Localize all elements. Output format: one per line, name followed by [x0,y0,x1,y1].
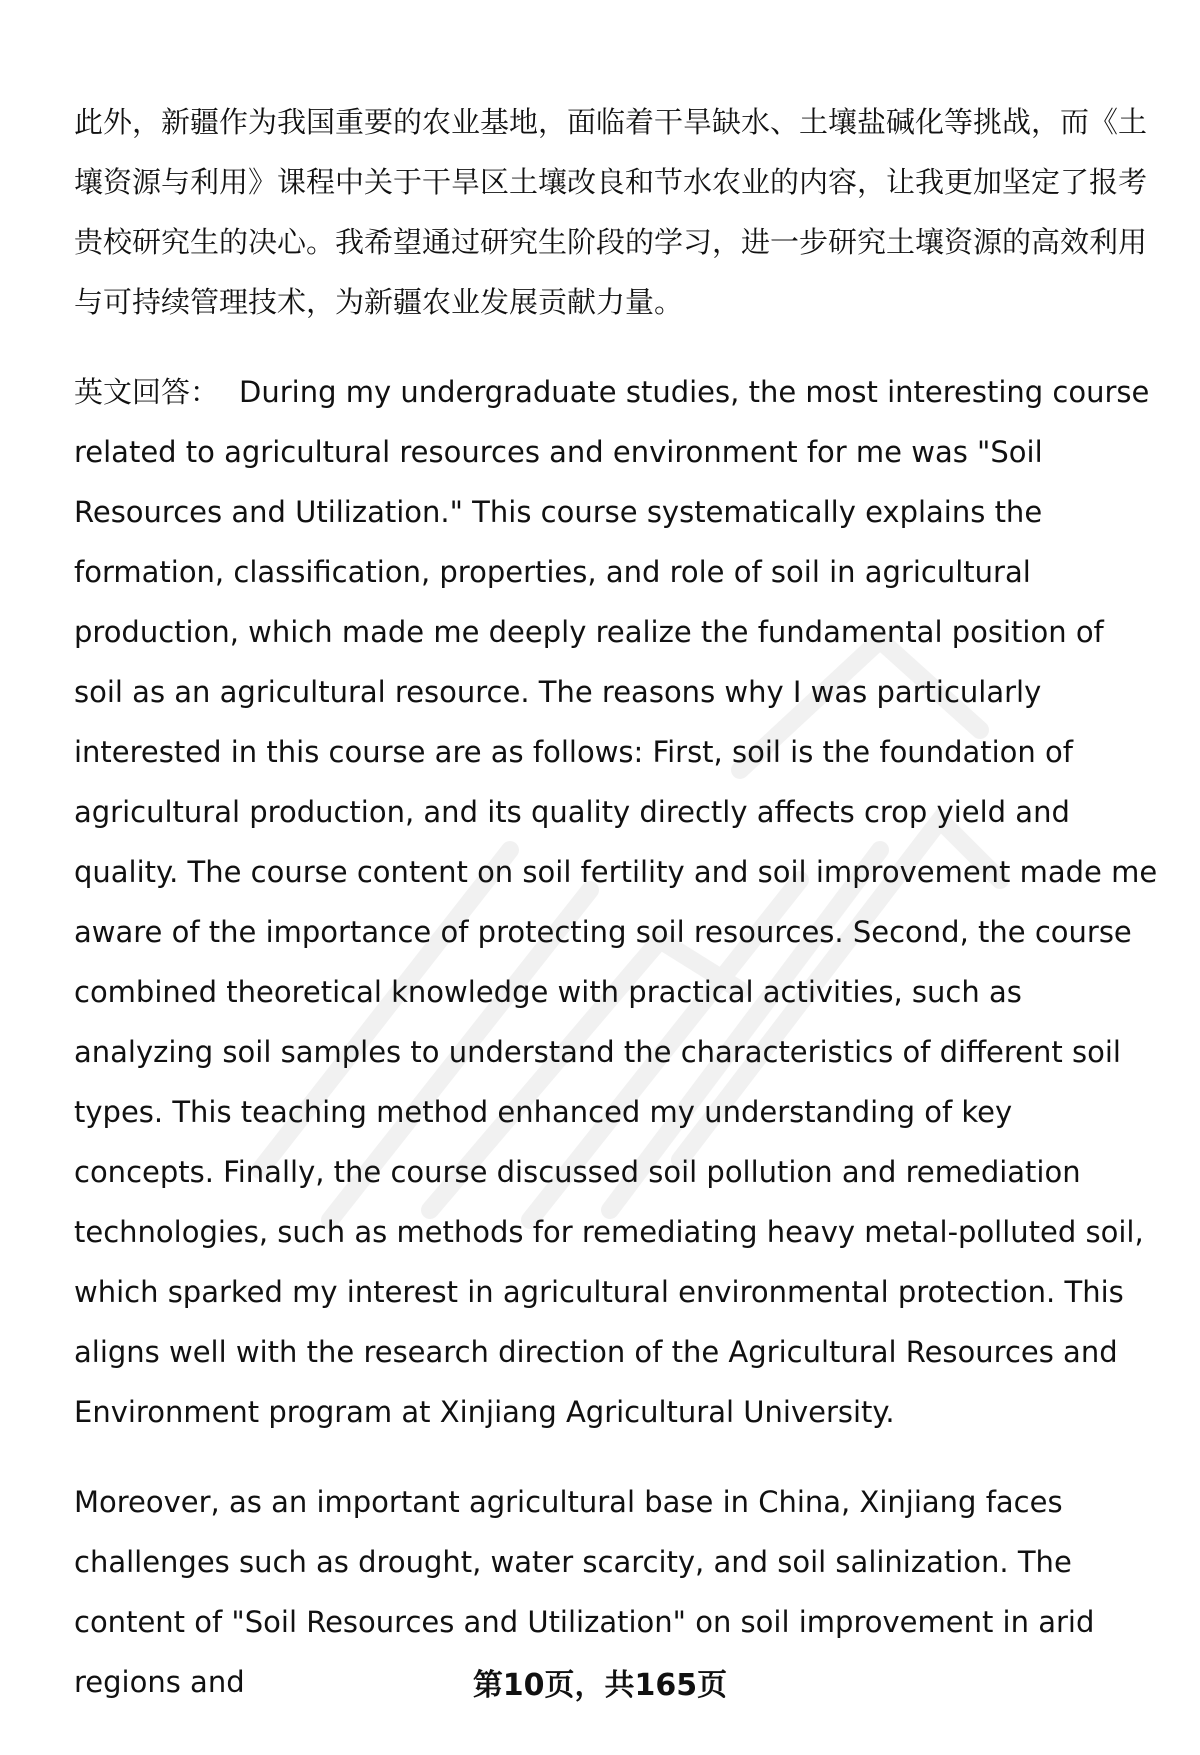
paragraph-gap [74,332,1160,362]
chinese-paragraph: 此外，新疆作为我国重要的农业基地，面临着干旱缺水、土壤盐碱化等挑战，而《土壤资源与利用》课程中关于干旱区土壤改良和节水农业的内容，让我更加坚定了报考贵校研究生的决心。我希望通过研究生阶段的学习，进一步研究土壤资源的高效利用与可持续管理技术，为新疆农业发展贡献力量。 [74,105,1148,319]
paragraph-gap [74,1442,1160,1472]
answer-label: 英文回答： [74,375,220,409]
page-number-footer: 第10页，共165页 [472,1668,728,1703]
document-body [74,92,1160,1712]
english-answer-paragraph [74,362,1160,1442]
english-answer-text: During my undergraduate studies, the most interesting course related to agricultural resources and environment for me was "Soil Resources and Utilization." This course systematically explains the formation, classification, properties, and role of soil in agricultural production, which made me deeply realize the fundamental position of soil as an agricultural resource. The reasons why I was particularly interested in this course are as follows: First, soil is the foundation of agricultural production, and its quality directly affects crop yield and quality. The course content on soil fertility and soil improvement made me aware of the importance of protecting soil resources. Second, the course combined theoretical knowledge with practical activities, such as analyzing soil samples to understand the characteristics of different soil types. This teaching method enhanced my understanding of key concepts. Finally, the course discussed soil pollution and remediation technologies, such as methods for remediating heavy metal-polluted soil, which sparked my interest in agricultural environmental protection. This aligns well with the research direction of the Agricultural Resources and Environment program at Xinjiang Agricultural University. [74,375,1158,1429]
english-paragraph-continued: Moreover, as an important agricultural base in China, Xinjiang faces challenges such as drought, water scarcity, and soil salinization. The content of "Soil Resources and Utilization" on soil improvement in arid regions and [74,1485,1095,1699]
